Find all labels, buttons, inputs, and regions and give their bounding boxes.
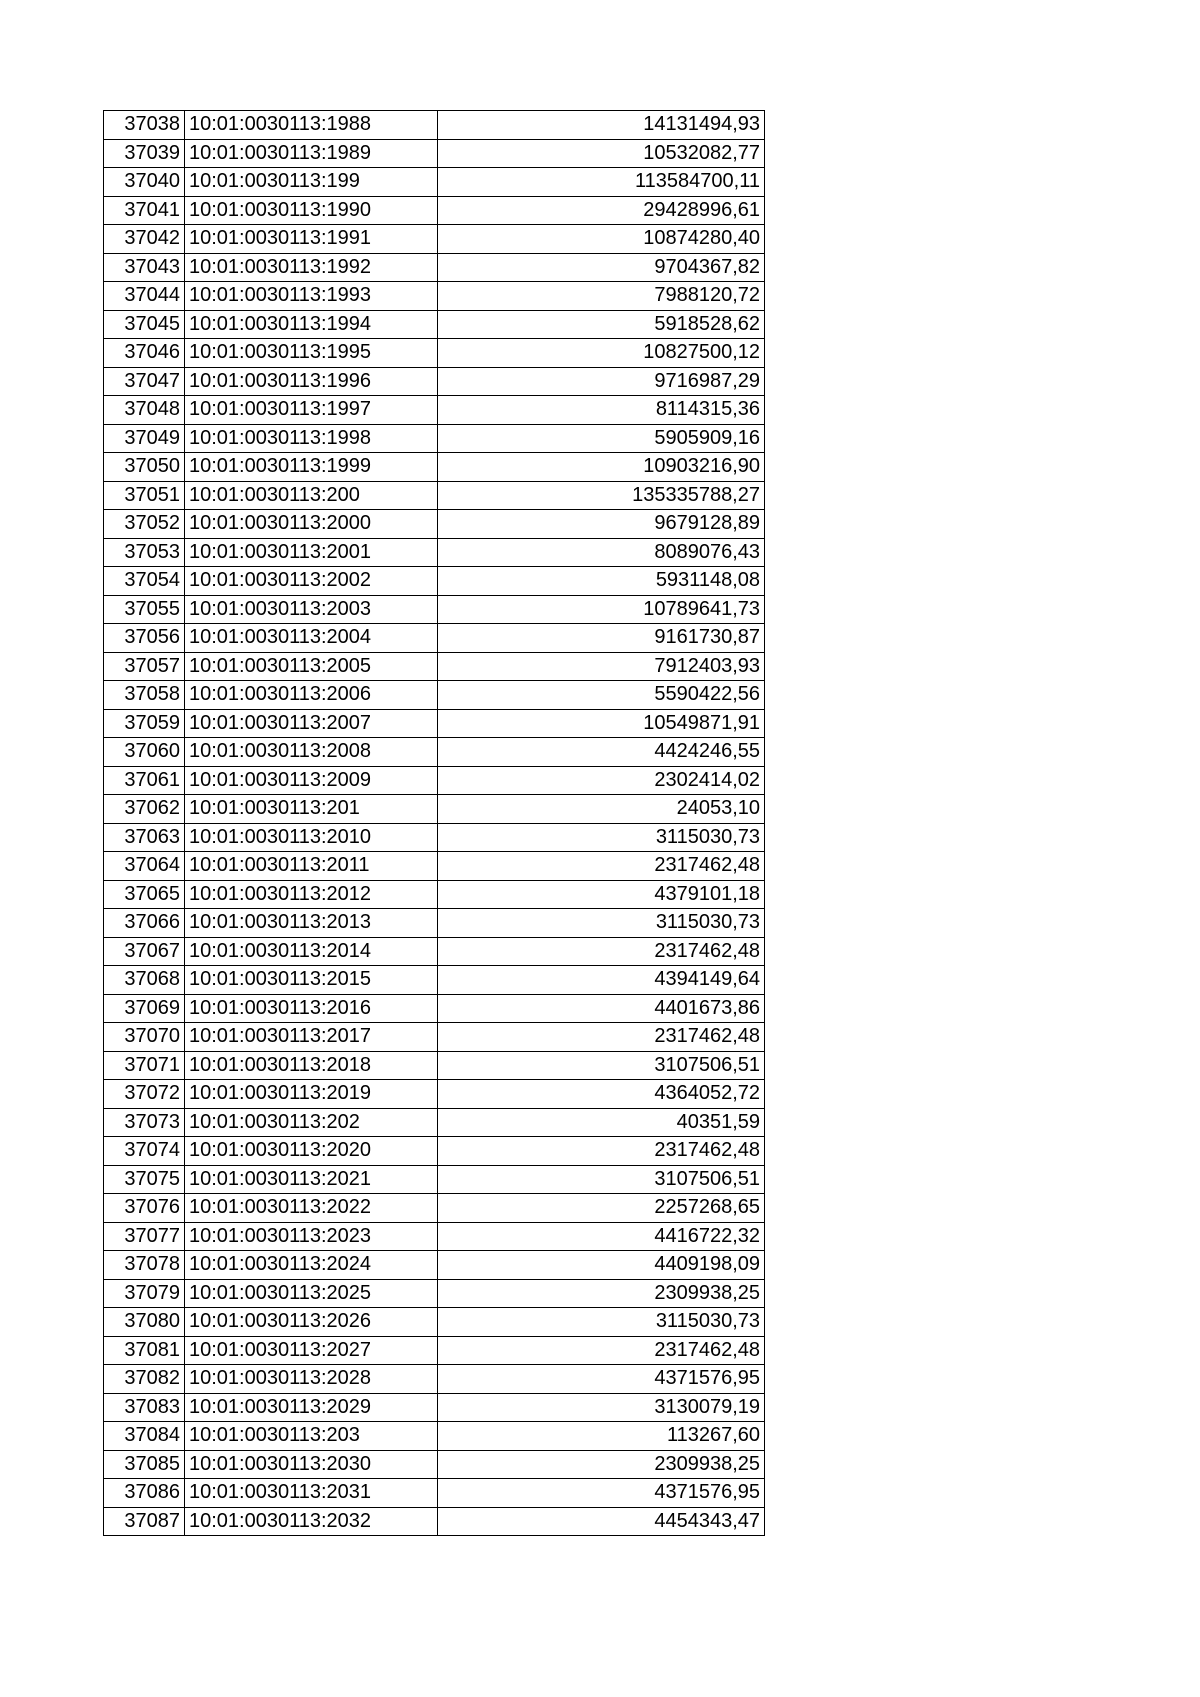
- cadastral-number-cell: 10:01:0030113:2015: [185, 966, 438, 995]
- cadastral-number-cell: 10:01:0030113:2000: [185, 510, 438, 539]
- row-number-cell: 37069: [104, 994, 185, 1023]
- cadastral-value-cell: 4409198,09: [438, 1251, 765, 1280]
- table-row: [104, 225, 765, 254]
- row-number-cell: 37059: [104, 709, 185, 738]
- row-number-cell: 37042: [104, 225, 185, 254]
- table-row: [104, 1479, 765, 1508]
- row-number-cell: 37038: [104, 111, 185, 140]
- table-row: [104, 709, 765, 738]
- cadastral-value-cell: 4416722,32: [438, 1222, 765, 1251]
- cadastral-number-cell: 10:01:0030113:2007: [185, 709, 438, 738]
- cadastral-number-cell: 10:01:0030113:2029: [185, 1393, 438, 1422]
- table-row: [104, 367, 765, 396]
- row-number-cell: 37041: [104, 196, 185, 225]
- row-number-cell: 37074: [104, 1137, 185, 1166]
- cadastral-number-cell: 10:01:0030113:1988: [185, 111, 438, 140]
- table-row: [104, 937, 765, 966]
- cadastral-value-cell: 5905909,16: [438, 424, 765, 453]
- cadastral-number-cell: 10:01:0030113:2024: [185, 1251, 438, 1280]
- cadastral-value-cell: 113267,60: [438, 1422, 765, 1451]
- cadastral-value-cell: 3115030,73: [438, 1308, 765, 1337]
- table-row: [104, 1365, 765, 1394]
- cadastral-value-cell: 2317462,48: [438, 852, 765, 881]
- cadastral-value-cell: 3115030,73: [438, 909, 765, 938]
- cadastral-value-cell: 4379101,18: [438, 880, 765, 909]
- table-row: [104, 1251, 765, 1280]
- cadastral-value-cell: 2309938,25: [438, 1450, 765, 1479]
- cadastral-number-cell: 10:01:0030113:1998: [185, 424, 438, 453]
- table-row: [104, 1422, 765, 1451]
- table-row: [104, 880, 765, 909]
- row-number-cell: 37067: [104, 937, 185, 966]
- cadastral-number-cell: 10:01:0030113:2026: [185, 1308, 438, 1337]
- cadastral-number-cell: 10:01:0030113:1992: [185, 253, 438, 282]
- row-number-cell: 37085: [104, 1450, 185, 1479]
- cadastral-number-cell: 10:01:0030113:2021: [185, 1165, 438, 1194]
- cadastral-number-cell: 10:01:0030113:1989: [185, 139, 438, 168]
- cadastral-number-cell: 10:01:0030113:201: [185, 795, 438, 824]
- cadastral-value-cell: 24053,10: [438, 795, 765, 824]
- row-number-cell: 37082: [104, 1365, 185, 1394]
- table-row: [104, 1194, 765, 1223]
- cadastral-value-cell: 2309938,25: [438, 1279, 765, 1308]
- cadastral-number-cell: 10:01:0030113:2017: [185, 1023, 438, 1052]
- row-number-cell: 37080: [104, 1308, 185, 1337]
- cadastral-number-cell: 10:01:0030113:2009: [185, 766, 438, 795]
- cadastral-number-cell: 10:01:0030113:1993: [185, 282, 438, 311]
- table-row: [104, 909, 765, 938]
- row-number-cell: 37055: [104, 595, 185, 624]
- cadastral-number-cell: 10:01:0030113:2011: [185, 852, 438, 881]
- cadastral-number-cell: 10:01:0030113:2023: [185, 1222, 438, 1251]
- row-number-cell: 37040: [104, 168, 185, 197]
- row-number-cell: 37073: [104, 1108, 185, 1137]
- table-row: [104, 253, 765, 282]
- row-number-cell: 37087: [104, 1507, 185, 1536]
- cadastral-number-cell: 10:01:0030113:1997: [185, 396, 438, 425]
- cadastral-number-cell: 10:01:0030113:1994: [185, 310, 438, 339]
- cadastral-value-cell: 9716987,29: [438, 367, 765, 396]
- table-row: [104, 1137, 765, 1166]
- row-number-cell: 37084: [104, 1422, 185, 1451]
- cadastral-value-cell: 3107506,51: [438, 1165, 765, 1194]
- cadastral-number-cell: 10:01:0030113:2008: [185, 738, 438, 767]
- row-number-cell: 37062: [104, 795, 185, 824]
- table-body: [104, 111, 765, 1536]
- table-row: [104, 567, 765, 596]
- table-row: [104, 1222, 765, 1251]
- cadastral-number-cell: 10:01:0030113:2013: [185, 909, 438, 938]
- table-row: [104, 1336, 765, 1365]
- cadastral-value-cell: 9679128,89: [438, 510, 765, 539]
- cadastral-number-cell: 10:01:0030113:1996: [185, 367, 438, 396]
- table-row: [104, 1279, 765, 1308]
- table-row: [104, 196, 765, 225]
- table-row: [104, 168, 765, 197]
- cadastral-number-cell: 10:01:0030113:2031: [185, 1479, 438, 1508]
- cadastral-value-cell: 10789641,73: [438, 595, 765, 624]
- table-row: [104, 595, 765, 624]
- row-number-cell: 37063: [104, 823, 185, 852]
- cadastral-value-cell: 4424246,55: [438, 738, 765, 767]
- cadastral-value-cell: 4371576,95: [438, 1365, 765, 1394]
- cadastral-value-cell: 4454343,47: [438, 1507, 765, 1536]
- table-row: [104, 624, 765, 653]
- cadastral-number-cell: 10:01:0030113:2022: [185, 1194, 438, 1223]
- row-number-cell: 37058: [104, 681, 185, 710]
- cadastral-number-cell: 10:01:0030113:202: [185, 1108, 438, 1137]
- cadastral-number-cell: 10:01:0030113:2018: [185, 1051, 438, 1080]
- cadastral-value-cell: 8089076,43: [438, 538, 765, 567]
- table-row: [104, 966, 765, 995]
- table-row: [104, 823, 765, 852]
- cadastral-value-cell: 2257268,65: [438, 1194, 765, 1223]
- row-number-cell: 37071: [104, 1051, 185, 1080]
- row-number-cell: 37056: [104, 624, 185, 653]
- table-row: [104, 453, 765, 482]
- table-row: [104, 795, 765, 824]
- row-number-cell: 37050: [104, 453, 185, 482]
- row-number-cell: 37057: [104, 652, 185, 681]
- table-row: [104, 538, 765, 567]
- row-number-cell: 37066: [104, 909, 185, 938]
- row-number-cell: 37060: [104, 738, 185, 767]
- table-row: [104, 994, 765, 1023]
- cadastral-number-cell: 10:01:0030113:2005: [185, 652, 438, 681]
- row-number-cell: 37065: [104, 880, 185, 909]
- row-number-cell: 37043: [104, 253, 185, 282]
- cadastral-value-cell: 5918528,62: [438, 310, 765, 339]
- table-row: [104, 1080, 765, 1109]
- cadastral-value-cell: 3115030,73: [438, 823, 765, 852]
- cadastral-number-cell: 10:01:0030113:2012: [185, 880, 438, 909]
- row-number-cell: 37049: [104, 424, 185, 453]
- cadastral-value-cell: 4364052,72: [438, 1080, 765, 1109]
- cadastral-number-cell: 10:01:0030113:1990: [185, 196, 438, 225]
- table-row: [104, 738, 765, 767]
- cadastral-number-cell: 10:01:0030113:2001: [185, 538, 438, 567]
- cadastral-number-cell: 10:01:0030113:199: [185, 168, 438, 197]
- table-row: [104, 310, 765, 339]
- cadastral-number-cell: 10:01:0030113:2003: [185, 595, 438, 624]
- cadastral-value-cell: 9704367,82: [438, 253, 765, 282]
- row-number-cell: 37083: [104, 1393, 185, 1422]
- row-number-cell: 37070: [104, 1023, 185, 1052]
- row-number-cell: 37054: [104, 567, 185, 596]
- table-row: [104, 1165, 765, 1194]
- table-row: [104, 139, 765, 168]
- row-number-cell: 37052: [104, 510, 185, 539]
- cadastral-number-cell: 10:01:0030113:1995: [185, 339, 438, 368]
- cadastral-value-cell: 10874280,40: [438, 225, 765, 254]
- row-number-cell: 37045: [104, 310, 185, 339]
- cadastral-number-cell: 10:01:0030113:2025: [185, 1279, 438, 1308]
- table-row: [104, 852, 765, 881]
- cadastral-value-cell: 10549871,91: [438, 709, 765, 738]
- cadastral-number-cell: 10:01:0030113:2027: [185, 1336, 438, 1365]
- cadastral-value-cell: 2317462,48: [438, 1137, 765, 1166]
- table-row: [104, 1507, 765, 1536]
- row-number-cell: 37077: [104, 1222, 185, 1251]
- cadastral-value-cell: 135335788,27: [438, 481, 765, 510]
- cadastral-value-cell: 2317462,48: [438, 937, 765, 966]
- cadastral-value-cell: 29428996,61: [438, 196, 765, 225]
- table-row: [104, 1023, 765, 1052]
- cadastral-value-cell: 4401673,86: [438, 994, 765, 1023]
- cadastral-number-cell: 10:01:0030113:2016: [185, 994, 438, 1023]
- cadastral-number-cell: 10:01:0030113:2028: [185, 1365, 438, 1394]
- table-row: [104, 652, 765, 681]
- cadastral-number-cell: 10:01:0030113:1991: [185, 225, 438, 254]
- cadastral-number-cell: 10:01:0030113:2032: [185, 1507, 438, 1536]
- row-number-cell: 37075: [104, 1165, 185, 1194]
- cadastral-value-cell: 10532082,77: [438, 139, 765, 168]
- table-row: [104, 396, 765, 425]
- row-number-cell: 37072: [104, 1080, 185, 1109]
- cadastral-value-cell: 14131494,93: [438, 111, 765, 140]
- cadastral-value-cell: 7912403,93: [438, 652, 765, 681]
- cadastral-value-cell: 7988120,72: [438, 282, 765, 311]
- row-number-cell: 37046: [104, 339, 185, 368]
- table-row: [104, 111, 765, 140]
- table-row: [104, 1393, 765, 1422]
- row-number-cell: 37068: [104, 966, 185, 995]
- row-number-cell: 37061: [104, 766, 185, 795]
- row-number-cell: 37086: [104, 1479, 185, 1508]
- table-row: [104, 282, 765, 311]
- cadastral-value-cell: 2302414,02: [438, 766, 765, 795]
- cadastral-value-cell: 10827500,12: [438, 339, 765, 368]
- cadastral-value-cell: 113584700,11: [438, 168, 765, 197]
- table-row: [104, 766, 765, 795]
- row-number-cell: 37081: [104, 1336, 185, 1365]
- cadastral-value-cell: 4371576,95: [438, 1479, 765, 1508]
- cadastral-number-cell: 10:01:0030113:2030: [185, 1450, 438, 1479]
- cadastral-value-cell: 5590422,56: [438, 681, 765, 710]
- row-number-cell: 37044: [104, 282, 185, 311]
- cadastral-value-cell: 2317462,48: [438, 1336, 765, 1365]
- cadastral-value-cell: 4394149,64: [438, 966, 765, 995]
- row-number-cell: 37053: [104, 538, 185, 567]
- table-row: [104, 681, 765, 710]
- row-number-cell: 37051: [104, 481, 185, 510]
- cadastral-value-table: [103, 110, 765, 1536]
- cadastral-number-cell: 10:01:0030113:2002: [185, 567, 438, 596]
- row-number-cell: 37039: [104, 139, 185, 168]
- row-number-cell: 37076: [104, 1194, 185, 1223]
- cadastral-number-cell: 10:01:0030113:2004: [185, 624, 438, 653]
- cadastral-number-cell: 10:01:0030113:2020: [185, 1137, 438, 1166]
- cadastral-value-cell: 40351,59: [438, 1108, 765, 1137]
- cadastral-number-cell: 10:01:0030113:1999: [185, 453, 438, 482]
- cadastral-number-cell: 10:01:0030113:200: [185, 481, 438, 510]
- table-row: [104, 1108, 765, 1137]
- table-row: [104, 339, 765, 368]
- cadastral-value-cell: 3107506,51: [438, 1051, 765, 1080]
- table-row: [104, 424, 765, 453]
- cadastral-value-cell: 10903216,90: [438, 453, 765, 482]
- cadastral-value-cell: 9161730,87: [438, 624, 765, 653]
- row-number-cell: 37064: [104, 852, 185, 881]
- table-row: [104, 481, 765, 510]
- table-row: [104, 510, 765, 539]
- cadastral-number-cell: 10:01:0030113:203: [185, 1422, 438, 1451]
- row-number-cell: 37048: [104, 396, 185, 425]
- cadastral-value-cell: 8114315,36: [438, 396, 765, 425]
- cadastral-number-cell: 10:01:0030113:2014: [185, 937, 438, 966]
- table-row: [104, 1308, 765, 1337]
- row-number-cell: 37078: [104, 1251, 185, 1280]
- row-number-cell: 37047: [104, 367, 185, 396]
- cadastral-number-cell: 10:01:0030113:2006: [185, 681, 438, 710]
- cadastral-value-cell: 5931148,08: [438, 567, 765, 596]
- cadastral-number-cell: 10:01:0030113:2010: [185, 823, 438, 852]
- table-row: [104, 1450, 765, 1479]
- table-row: [104, 1051, 765, 1080]
- cadastral-number-cell: 10:01:0030113:2019: [185, 1080, 438, 1109]
- cadastral-value-cell: 2317462,48: [438, 1023, 765, 1052]
- row-number-cell: 37079: [104, 1279, 185, 1308]
- cadastral-value-cell: 3130079,19: [438, 1393, 765, 1422]
